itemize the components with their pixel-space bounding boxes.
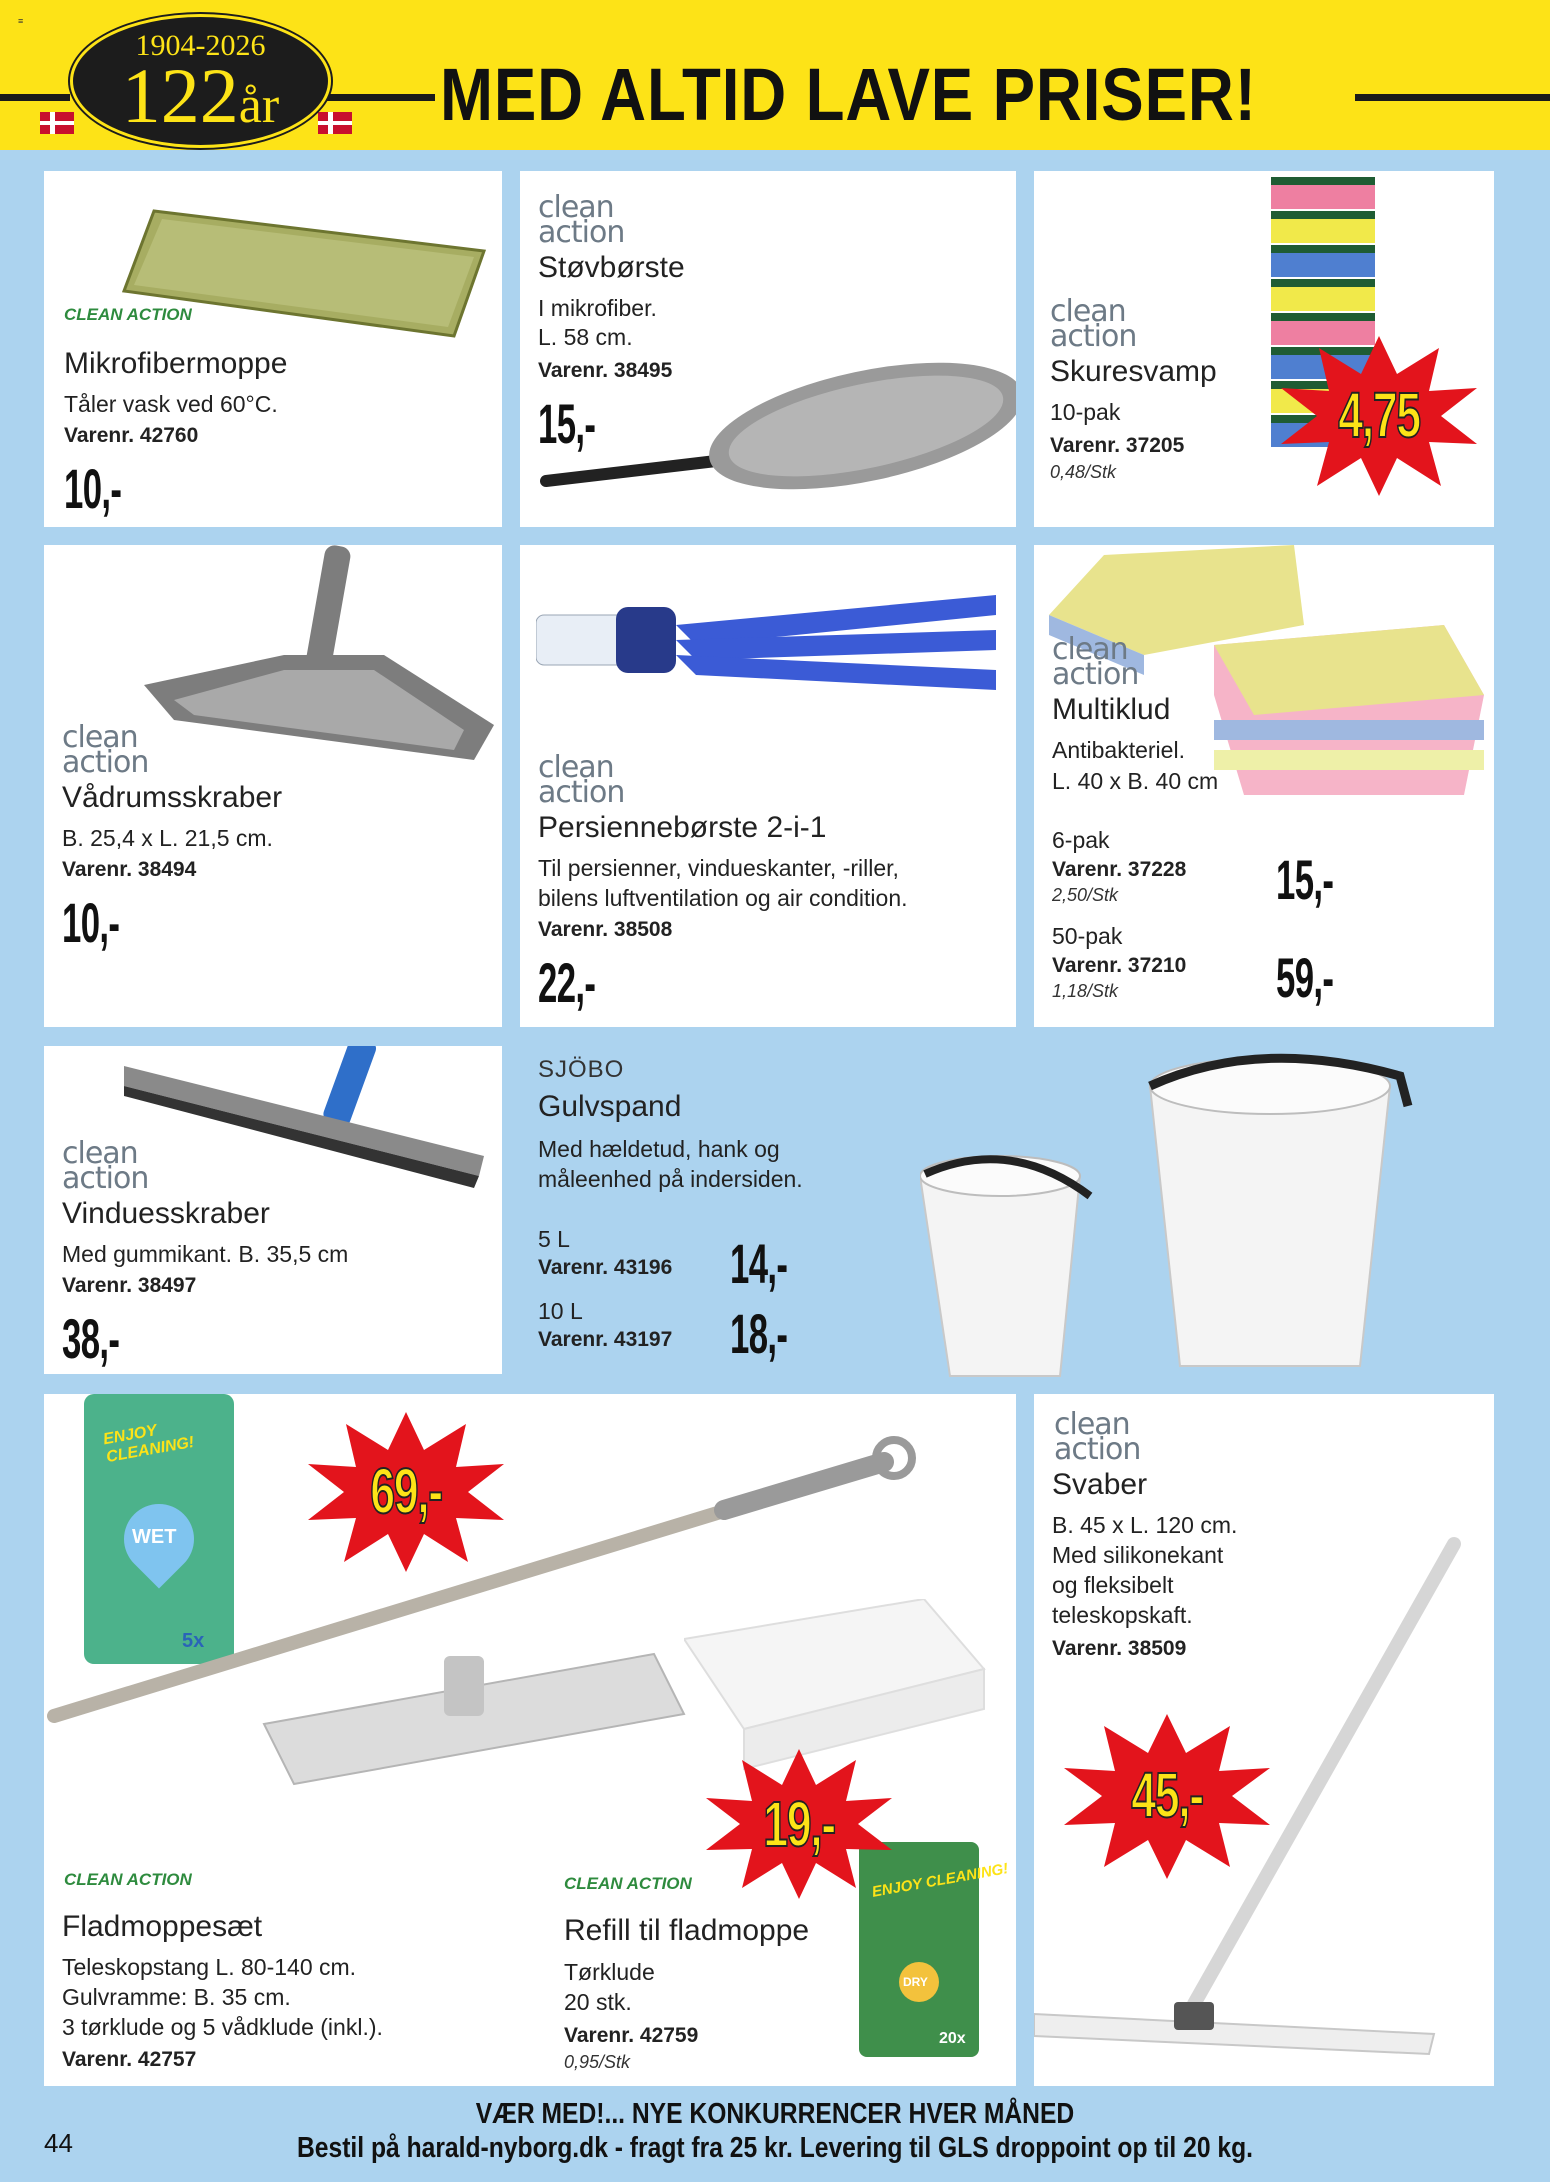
product-sku: Varenr. 38494 [62, 858, 197, 881]
product-price: 38,- [62, 1307, 120, 1370]
price-burst [306, 1412, 506, 1572]
product-name: Mikrofibermoppe [64, 347, 288, 380]
buckets-image [920, 1046, 1460, 1386]
product-desc: og fleksibelt [1052, 1572, 1174, 1598]
product-sku: Varenr. 38509 [1052, 1637, 1187, 1660]
variant-label: 6-pak [1052, 827, 1110, 853]
product-card-persienneborste[interactable] [520, 545, 1016, 1027]
product-desc: Med gummikant. B. 35,5 cm [62, 1241, 349, 1267]
variant-price: 14,- [730, 1232, 788, 1295]
product-card-mikrofibermoppe[interactable] [44, 171, 502, 527]
product-name: Refill til fladmoppe [564, 1914, 810, 1947]
brand-logo: clean action [1052, 632, 1139, 692]
product-name: Gulvspand [538, 1090, 682, 1123]
headline: MED ALTID LAVE PRISER! [440, 53, 1257, 136]
brand-logo: SJÖBO [538, 1056, 625, 1083]
product-desc: Tåler vask ved 60°C. [64, 391, 278, 417]
brand-logo: CLEAN ACTION [564, 1874, 692, 1893]
pack-slogan: ENJOY CLEANING! [870, 1860, 1010, 1901]
product-card-multiklud[interactable] [1034, 545, 1494, 1027]
footer-contest-text: VÆR MED!... NYE KONKURRENCER HVER MÅNED [475, 2098, 1075, 2130]
product-name: Fladmoppesæt [62, 1910, 263, 1943]
product-name: Multiklud [1052, 693, 1171, 726]
product-name: Svaber [1052, 1468, 1148, 1501]
header-rule-left [0, 94, 70, 101]
variant-price: 18,- [730, 1302, 788, 1365]
product-desc: Til persienner, vindueskanter, -riller, [538, 855, 899, 881]
variant-label: 50-pak [1052, 923, 1123, 949]
product-desc: Antibakteriel. [1052, 737, 1185, 763]
product-desc: B. 25,4 x L. 21,5 cm. [62, 825, 273, 851]
product-card-svaber[interactable] [1034, 1394, 1494, 2086]
product-desc: Teleskopstang L. 80-140 cm. [62, 1954, 357, 1980]
header-mark: ≡ [18, 16, 24, 26]
price-burst [1279, 336, 1479, 496]
product-desc: Med silikonekant [1052, 1542, 1224, 1568]
variant-sku: Varenr. 37228 [1052, 858, 1187, 881]
product-sku: Varenr. 38508 [538, 918, 673, 941]
brand-logo: CLEAN ACTION [64, 1870, 192, 1889]
unit-price: 0,48/Stk [1050, 462, 1117, 482]
unit-price: 0,95/Stk [564, 2052, 631, 2072]
variant-unit-price: 2,50/Stk [1052, 885, 1119, 905]
product-card-vinduesskraber[interactable] [44, 1046, 502, 1374]
price-burst-value: 19,- [763, 1788, 835, 1860]
product-name: Støvbørste [538, 251, 685, 284]
product-sku: Varenr. 42760 [64, 424, 199, 447]
brand-logo: clean action [1054, 1407, 1141, 1467]
page-header [0, 0, 1550, 150]
product-desc: L. 40 x B. 40 cm [1052, 768, 1219, 794]
product-gulvspand[interactable] [520, 1046, 1494, 1386]
brand-logo: clean action [538, 750, 625, 810]
brand-logo: clean action [1050, 294, 1137, 354]
product-price: 10,- [62, 891, 120, 954]
pack-slogan: ENJOY CLEANING! [101, 1422, 196, 1467]
price-burst-value: 4,75 [1338, 379, 1420, 451]
brand-logo: clean action [62, 720, 149, 780]
variant-sku: Varenr. 43196 [538, 1256, 673, 1279]
price-burst-value: 69,- [370, 1455, 442, 1527]
header-rule-right [1355, 94, 1550, 101]
product-desc: B. 45 x L. 120 cm. [1052, 1512, 1238, 1538]
product-card-skuresvamp[interactable] [1034, 171, 1494, 527]
product-name: Skuresvamp [1050, 355, 1217, 388]
danish-flag-icon [40, 112, 74, 134]
product-desc: 20 stk. [564, 1989, 632, 2015]
brand-logo: clean action [62, 1136, 149, 1196]
product-sku: Varenr. 38497 [62, 1274, 197, 1297]
anniversary-number: 122år [121, 52, 280, 139]
variant-label: 10 L [538, 1298, 583, 1324]
product-desc: måleenhed på indersiden. [538, 1166, 803, 1192]
footer-shipping-text: Bestil på harald-nyborg.dk - fragt fra 25 kr. Levering til GLS droppoint op til 20 kg. [296, 2132, 1254, 2164]
price-burst [704, 1749, 894, 1899]
product-name: Vådrumsskraber [62, 781, 283, 814]
page-number: 44 [44, 2128, 73, 2158]
product-desc: 3 tørklude og 5 vådklude (inkl.). [62, 2014, 383, 2040]
product-desc: Med hældetud, hank og [538, 1136, 780, 1162]
product-desc: bilens luftventilation og air condition. [538, 885, 908, 911]
variant-label: 5 L [538, 1226, 570, 1252]
product-card-stovborste[interactable] [520, 171, 1016, 527]
product-price: 22,- [538, 951, 596, 1014]
product-name: Persiennebørste 2-i-1 [538, 811, 827, 844]
variant-price: 59,- [1276, 946, 1334, 1009]
duster-image [536, 341, 1016, 521]
brand-logo: CLEAN ACTION [64, 305, 192, 324]
variant-sku: Varenr. 37210 [1052, 954, 1187, 977]
product-desc: I mikrofiber. [538, 295, 657, 321]
product-card-vadrumsskraber[interactable] [44, 545, 502, 1027]
product-sku: Varenr. 42759 [564, 2024, 699, 2047]
product-desc: 10-pak [1050, 399, 1121, 425]
header-rule-mid [325, 94, 435, 101]
variant-sku: Varenr. 43197 [538, 1328, 673, 1351]
product-sku: Varenr. 42757 [62, 2048, 197, 2071]
pack-count: 20x [939, 2030, 966, 2047]
product-sku: Varenr. 38495 [538, 359, 673, 382]
brand-logo: clean action [538, 190, 625, 250]
product-card-fladmoppe[interactable] [44, 1394, 1016, 2086]
product-desc: L. 58 cm. [538, 324, 633, 350]
pack-count: 5x [182, 1630, 205, 1652]
pack-label: WET [132, 1526, 177, 1548]
anniversary-badge [70, 14, 331, 148]
price-burst [1062, 1714, 1272, 1879]
variant-unit-price: 1,18/Stk [1052, 981, 1119, 1001]
price-burst-value: 45,- [1131, 1759, 1203, 1831]
product-desc: Gulvramme: B. 35 cm. [62, 1984, 291, 2010]
product-name: Vinduesskraber [62, 1197, 270, 1230]
variant-price: 15,- [1276, 848, 1334, 911]
anniversary-years: 1904-2026 [135, 29, 266, 62]
pack-label: DRY [903, 1975, 928, 1989]
product-price: 10,- [64, 457, 122, 520]
product-price: 15,- [538, 392, 596, 455]
product-desc: teleskopskaft. [1052, 1602, 1193, 1628]
product-sku: Varenr. 37205 [1050, 434, 1185, 457]
product-desc: Tørklude [564, 1959, 655, 1985]
blind-brush-image [536, 585, 1006, 715]
